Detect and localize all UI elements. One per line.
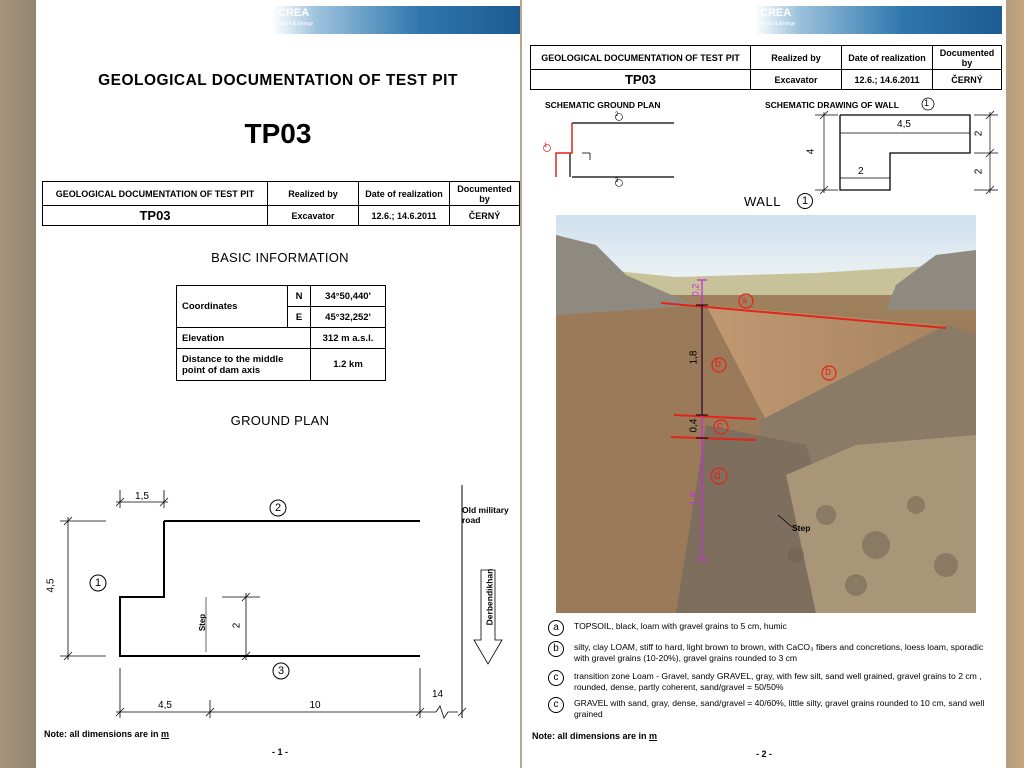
legend-mark: a <box>548 620 564 636</box>
n-value: 34°50,440' <box>311 286 386 307</box>
wall-title-number: 1 <box>801 195 809 207</box>
header-realized-value: Excavator <box>268 206 359 226</box>
legend-mark: b <box>548 641 564 657</box>
schematic-wall-title: SCHEMATIC DRAWING OF WALL <box>765 100 899 110</box>
depth-3-label: 1,6 <box>688 491 700 506</box>
header-date-value: 12.6.; 14.6.2011 <box>359 206 450 226</box>
coordinates-label: Coordinates <box>177 286 288 328</box>
legend-text: TOPSOIL, black, loam with gravel grains to 5 cm, humic <box>574 621 787 631</box>
layer-c-label: c <box>717 420 723 432</box>
basic-info-title: BASIC INFORMATION <box>211 250 349 265</box>
logo-text: CREA <box>278 7 310 19</box>
pit-id-title: TP03 <box>244 118 312 149</box>
layer-legend <box>548 620 988 724</box>
plan-mark-2: 2 <box>615 112 619 118</box>
layer-b2-label: b <box>825 366 832 378</box>
note-prefix-2: Note: all dimensions are in <box>532 731 650 741</box>
header-documented-value: ČERNÝ <box>450 206 520 226</box>
header2-date-value: 12.6.; 14.6.2011 <box>842 70 933 90</box>
layer-d-label: d <box>714 468 721 482</box>
wall-dim-left: 4 <box>805 148 817 155</box>
e-label: E <box>288 307 311 328</box>
ground-plan-drawing <box>36 0 520 768</box>
elevation-label: Elevation <box>177 328 311 349</box>
dim-bottom-2: 10 <box>309 700 321 711</box>
header2-col-doc: GEOLOGICAL DOCUMENTATION OF TEST PIT <box>531 46 751 70</box>
depth-2-label: 0,4 <box>688 418 700 433</box>
header-col-documented: Documented by <box>450 182 520 206</box>
logo-subtitle-2: Hydro & Energy <box>760 21 796 27</box>
wall-dim-bottom: 2 <box>858 166 864 177</box>
page-1 <box>36 0 520 768</box>
page-title: GEOLOGICAL DOCUMENTATION OF TEST PIT <box>98 72 458 89</box>
plan-mark-1: 1 <box>544 143 548 149</box>
header-col-doc: GEOLOGICAL DOCUMENTATION OF TEST PIT <box>43 182 268 206</box>
note-prefix: Note: all dimensions are in <box>44 729 162 739</box>
layer-a-label: a <box>742 295 748 305</box>
legend-mark: c <box>548 670 564 686</box>
distance-value: 1.2 km <box>311 349 386 381</box>
logo-subtitle: Hydro & Energy <box>278 21 314 27</box>
n-label: N <box>288 286 311 307</box>
road-label: Old military road <box>462 505 509 525</box>
depth-1-label: 1,8 <box>688 350 700 365</box>
dim-step: 2 <box>231 622 243 629</box>
note-unit: m <box>161 729 170 739</box>
header2-pit-value: TP03 <box>531 70 751 90</box>
page-number-2: - 2 - <box>755 749 772 759</box>
dim-top: 1,5 <box>135 491 149 502</box>
header-col-realized: Realized by <box>268 182 359 206</box>
header2-col-realized: Realized by <box>751 46 842 70</box>
legend-text: transition zone Loam - Gravel, sandy GRAVEL, gray, with few silt, sand well grained, gravel grains to 2 cm , rounded, dense, partly coherent, sand/gravel = 50/50% <box>574 671 982 692</box>
photo-step-label: Step <box>792 523 811 533</box>
wall-dim-top: 4,5 <box>897 119 911 130</box>
wall-photo <box>556 215 976 613</box>
ground-plan-title: GROUND PLAN <box>230 413 330 428</box>
header2-realized-value: Excavator <box>751 70 842 90</box>
wall-mark-1: 1 <box>94 577 102 589</box>
dim-bottom-3: 14 <box>432 689 444 700</box>
dimensions-note-2 <box>532 731 657 741</box>
distance-label: Distance to the middle point of dam axis <box>177 349 311 381</box>
e-value: 45°32,252' <box>311 307 386 328</box>
wall-title: WALL <box>744 194 781 209</box>
dimensions-note <box>44 729 169 739</box>
page-2 <box>522 0 1006 768</box>
step-label: Step <box>198 613 208 632</box>
plan-mark-3: 3 <box>615 178 619 184</box>
wall-dim-right-bottom: 2 <box>973 168 985 175</box>
wall-dim-right-top: 2 <box>973 130 985 137</box>
header2-col-date: Date of realization <box>842 46 933 70</box>
legend-text: silty, clay LOAM, stiff to hard, light brown to brown, with CaCO₃ fibers and concretions, loess loam, sporadic with gravel grains (10-20%), gravel grains rounded to 3 cm <box>574 642 984 663</box>
logo-text-2: CREA <box>760 7 792 19</box>
depth-top-label: 0,2 <box>690 283 701 297</box>
dim-left: 4,5 <box>45 578 57 593</box>
direction-label: Derbendikhan <box>484 568 495 626</box>
elevation-value: 312 m a.s.l. <box>311 328 386 349</box>
wall-mark-2: 2 <box>274 502 282 514</box>
header2-documented-value: ČERNÝ <box>933 70 1002 90</box>
schematic-drawings <box>522 0 1006 215</box>
legend-text: GRAVEL with sand, gray, dense, sand/gravel = 40/60%, little silty, gravel grains rounded to 10 cm, sand well grained <box>574 698 985 719</box>
header-pit-value: TP03 <box>43 206 268 226</box>
header-col-date: Date of realization <box>359 182 450 206</box>
schematic-plan-title: SCHEMATIC GROUND PLAN <box>545 100 661 110</box>
dim-bottom-1: 4,5 <box>158 700 172 711</box>
header2-col-documented: Documented by <box>933 46 1002 70</box>
note-unit-2: m <box>649 731 658 741</box>
layer-b1-label: b <box>715 358 722 370</box>
wall-title-mark: 1 <box>924 98 930 108</box>
wall-mark-3: 3 <box>277 665 285 677</box>
legend-mark: c <box>548 697 564 713</box>
page-number-1: - 1 - <box>271 747 288 757</box>
